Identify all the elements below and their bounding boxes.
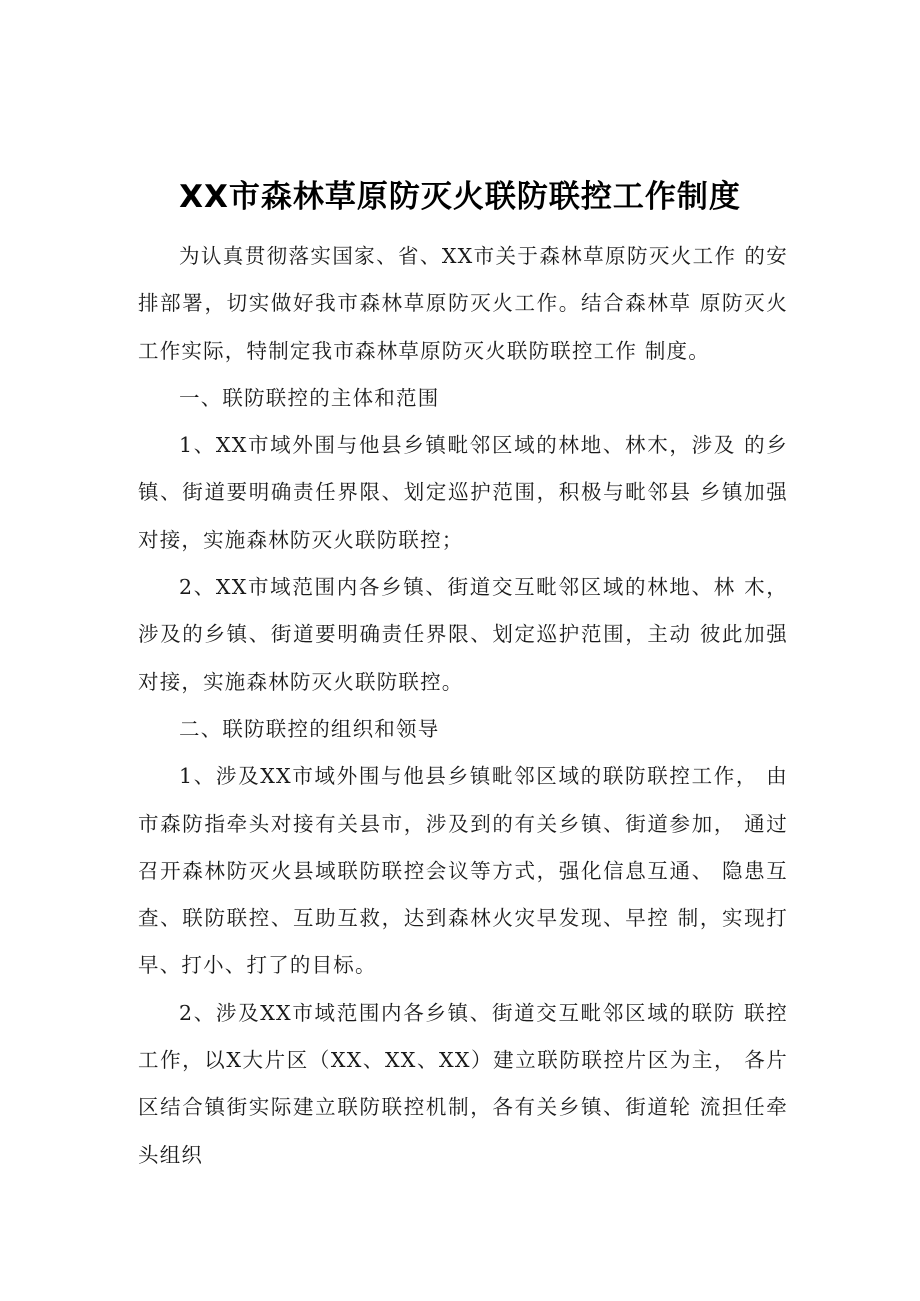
document-title: XX市森林草原防灭火联防联控工作制度 (179, 179, 741, 215)
section-1-item-2: 2、XX市域范围内各乡镇、街道交互毗邻区域的林地、林 木，涉及的乡镇、街道要明确责任界限、划定巡护范围，主动 彼此加强对接，实施森林防灭火联防联控。 (138, 575, 788, 694)
intro-paragraph: 为认真贯彻落实国家、省、XX市关于森林草原防灭火工作 的安排部署，切实做好我市森林草原防灭火工作。结合森林草 原防灭火工作实际，特制定我市森林草原防灭火联防联控工作 制度。 (138, 244, 788, 363)
section-heading-2: 二、联防联控的组织和领导 (179, 716, 440, 741)
section-heading-1: 一、联防联控的主体和范围 (179, 385, 440, 410)
document-body (138, 233, 788, 1179)
section-1-item-1: 1、XX市域外围与他县乡镇毗邻区域的林地、林木，涉及 的乡镇、街道要明确责任界限、划定巡护范围，积极与毗邻县 乡镇加强对接，实施森林防灭火联防联控； (138, 433, 788, 552)
section-2-item-2: 2、涉及XX市域范围内各乡镇、街道交互毗邻区域的联防 联控工作，以X大片区（XX、XX、XX）建立联防联控片区为主， 各片区结合镇街实际建立联防联控机制，各有关乡镇、街道轮 流担任牵头组织 (138, 1000, 788, 1167)
section-2-item-1: 1、涉及XX市域外围与他县乡镇毗邻区域的联防联控工作， 由市森防指牵头对接有关县市，涉及到的有关乡镇、街道参加， 通过召开森林防灭火县域联防联控会议等方式，强化信息互通、 隐患互查、联防联控、互助互救，达到森林火灾早发现、早控 制，实现打早、打小、打了的目标。 (138, 764, 788, 978)
